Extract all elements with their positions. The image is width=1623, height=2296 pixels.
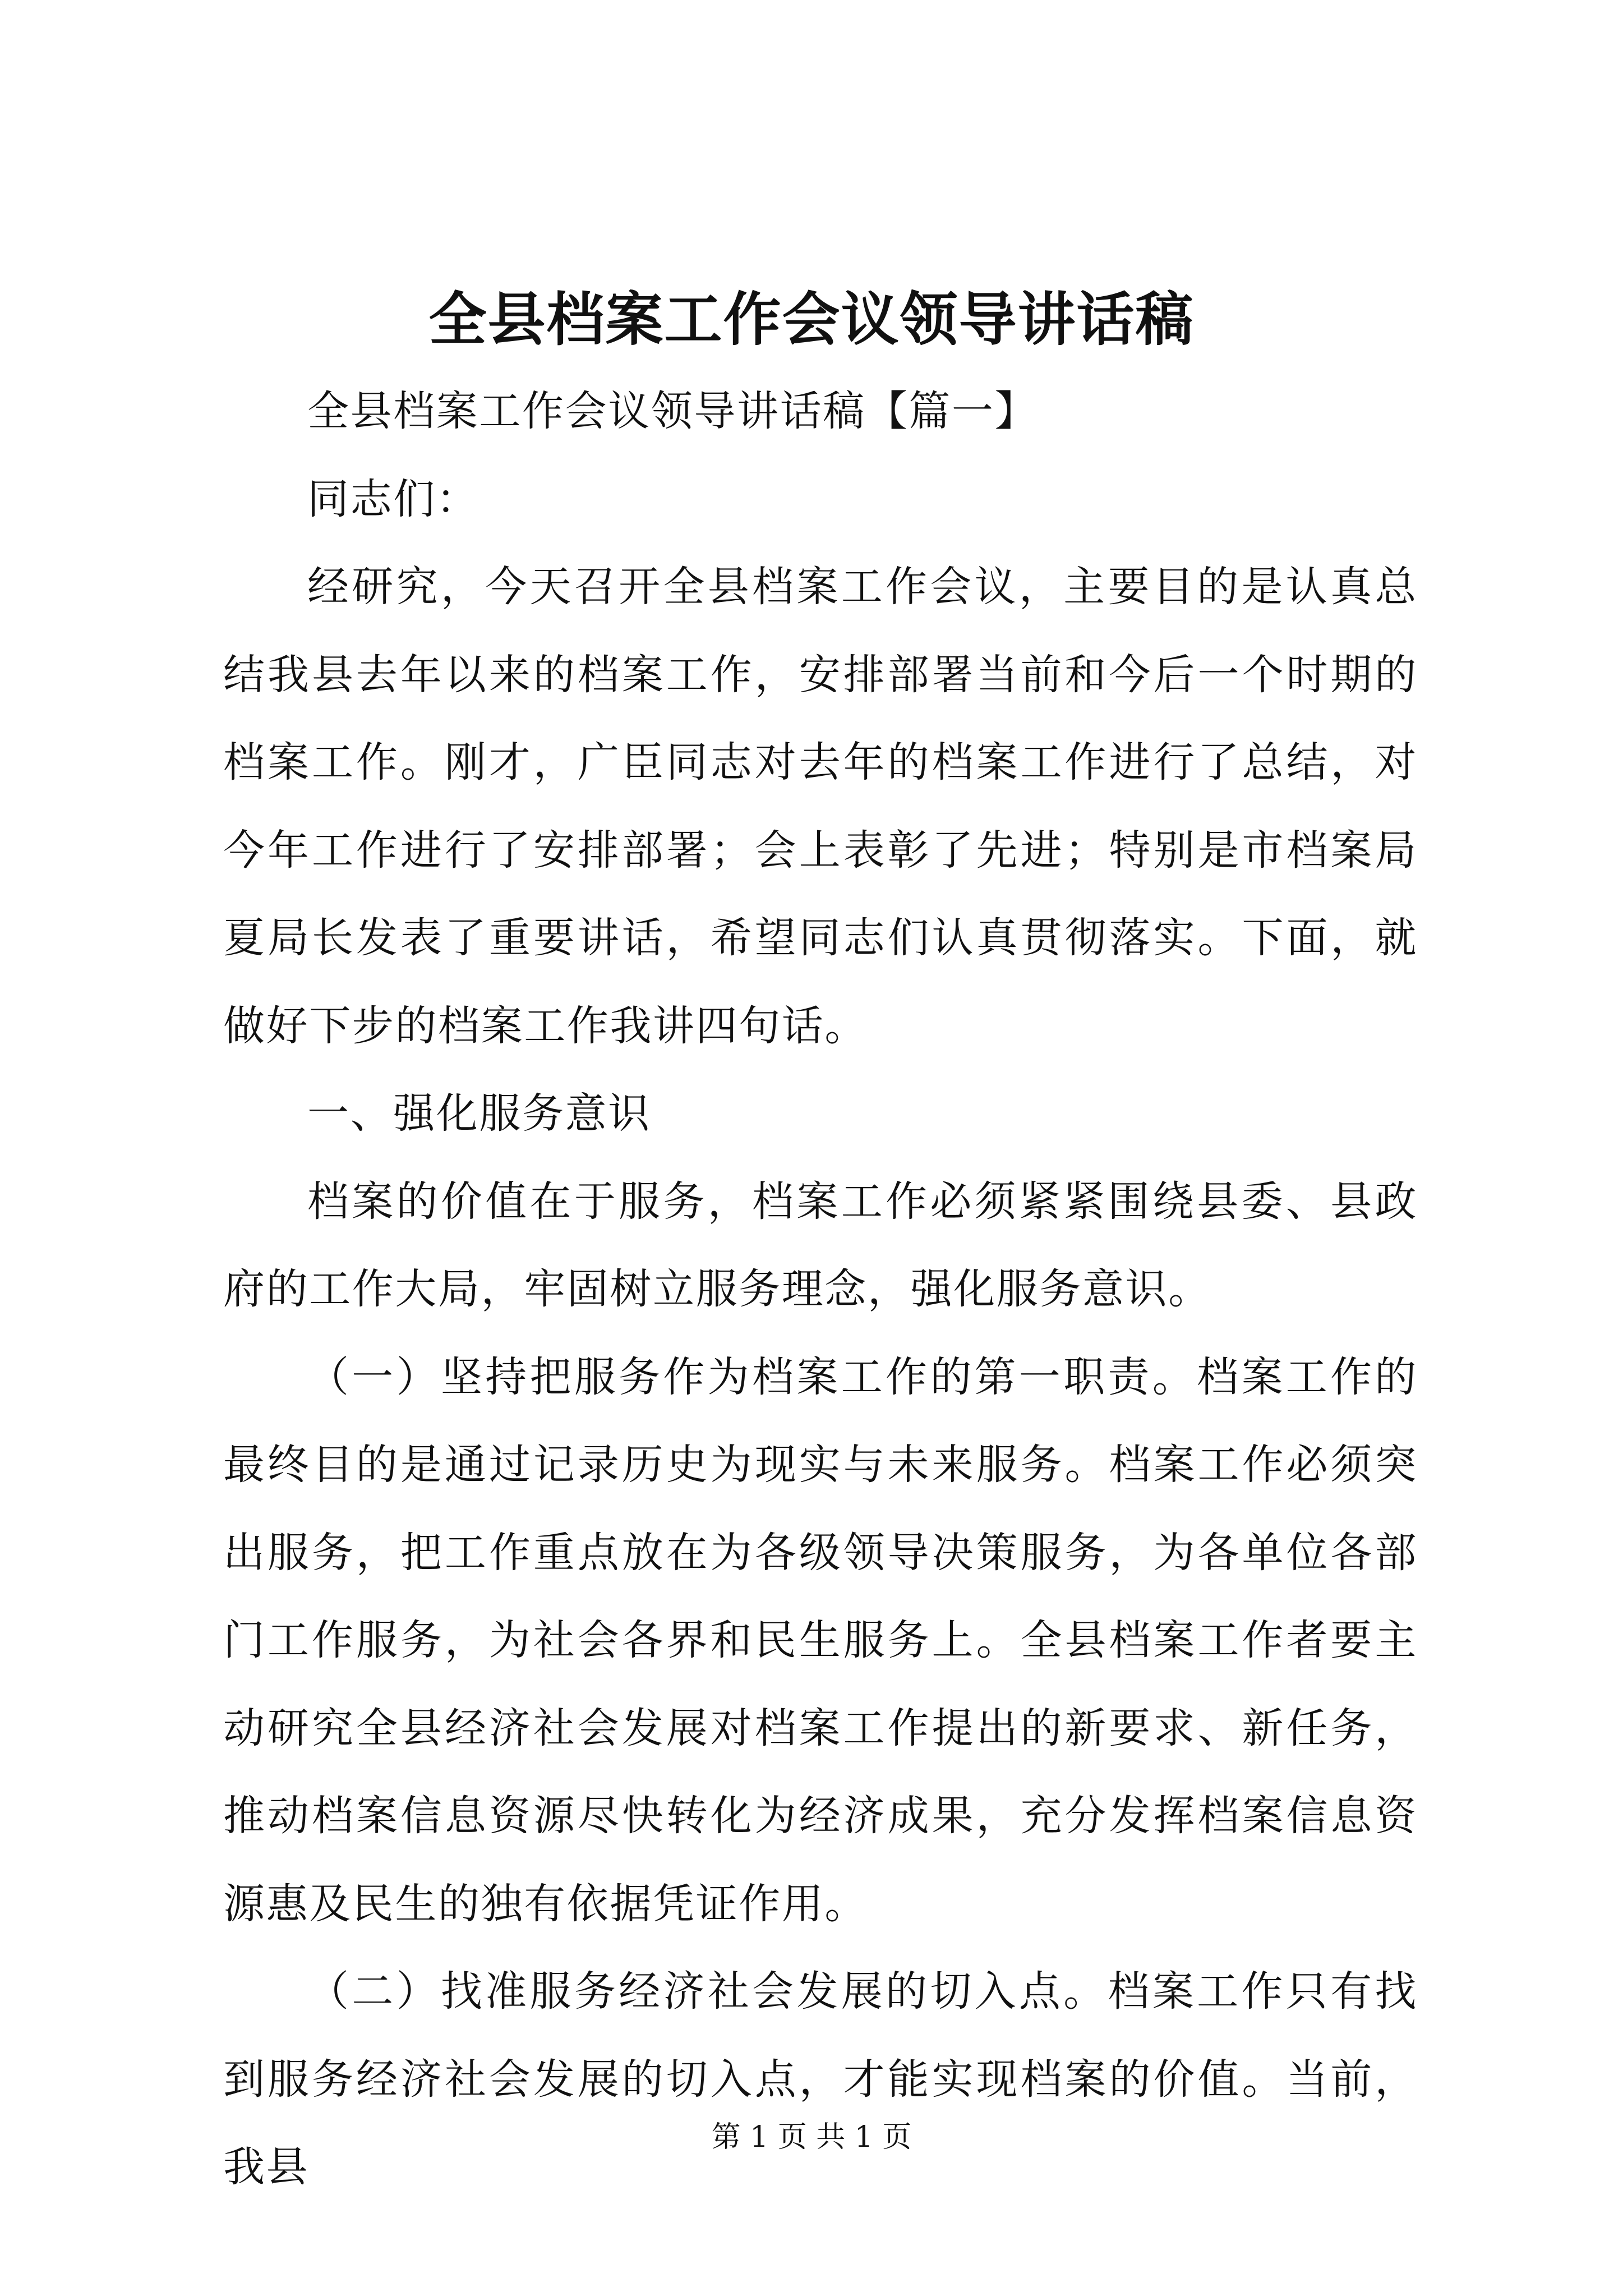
salutation-paragraph: 同志们： xyxy=(307,475,479,523)
subtitle-paragraph: 全县档案工作会议领导讲话稿【篇一】 xyxy=(307,387,1038,435)
document-body xyxy=(223,367,1418,2211)
body-paragraph: （二）找准服务经济社会发展的切入点。档案工作只有找到服务经济社会发展的切入点，才能实现档案的价值。当前，我县 xyxy=(223,1967,1418,2191)
document-title: 全县档案工作会议领导讲话稿 xyxy=(428,286,1195,353)
body-paragraph: 档案的价值在于服务，档案工作必须紧紧围绕县委、县政府的工作大局，牢固树立服务理念，强化服务意识。 xyxy=(223,1177,1418,1313)
page-number-footer: 第 1 页 共 1 页 xyxy=(711,2120,912,2154)
body-paragraph: 经研究，今天召开全县档案工作会议，主要目的是认真总结我县去年以来的档案工作，安排部署当前和今后一个时期的档案工作。刚才，广臣同志对去年的档案工作进行了总结，对今年工作进行了安排部署；会上表彰了先进；特别是市档案局夏局长发表了重要讲话，希望同志们认真贯彻落实。下面，就做好下步的档案工作我讲四句话。 xyxy=(223,563,1418,1050)
body-paragraph: （一）坚持把服务作为档案工作的第一职责。档案工作的最终目的是通过记录历史为现实与未来服务。档案工作必须突出服务，把工作重点放在为各级领导决策服务，为各单位各部门工作服务，为社会各界和民生服务上。全县档案工作者要主动研究全县经济社会发展对档案工作提出的新要求、新任务，推动档案信息资源尽快转化为经济成果，充分发挥档案信息资源惠及民生的独有依据凭证作用。 xyxy=(223,1352,1418,1928)
section-heading: 一、强化服务意识 xyxy=(307,1089,651,1138)
